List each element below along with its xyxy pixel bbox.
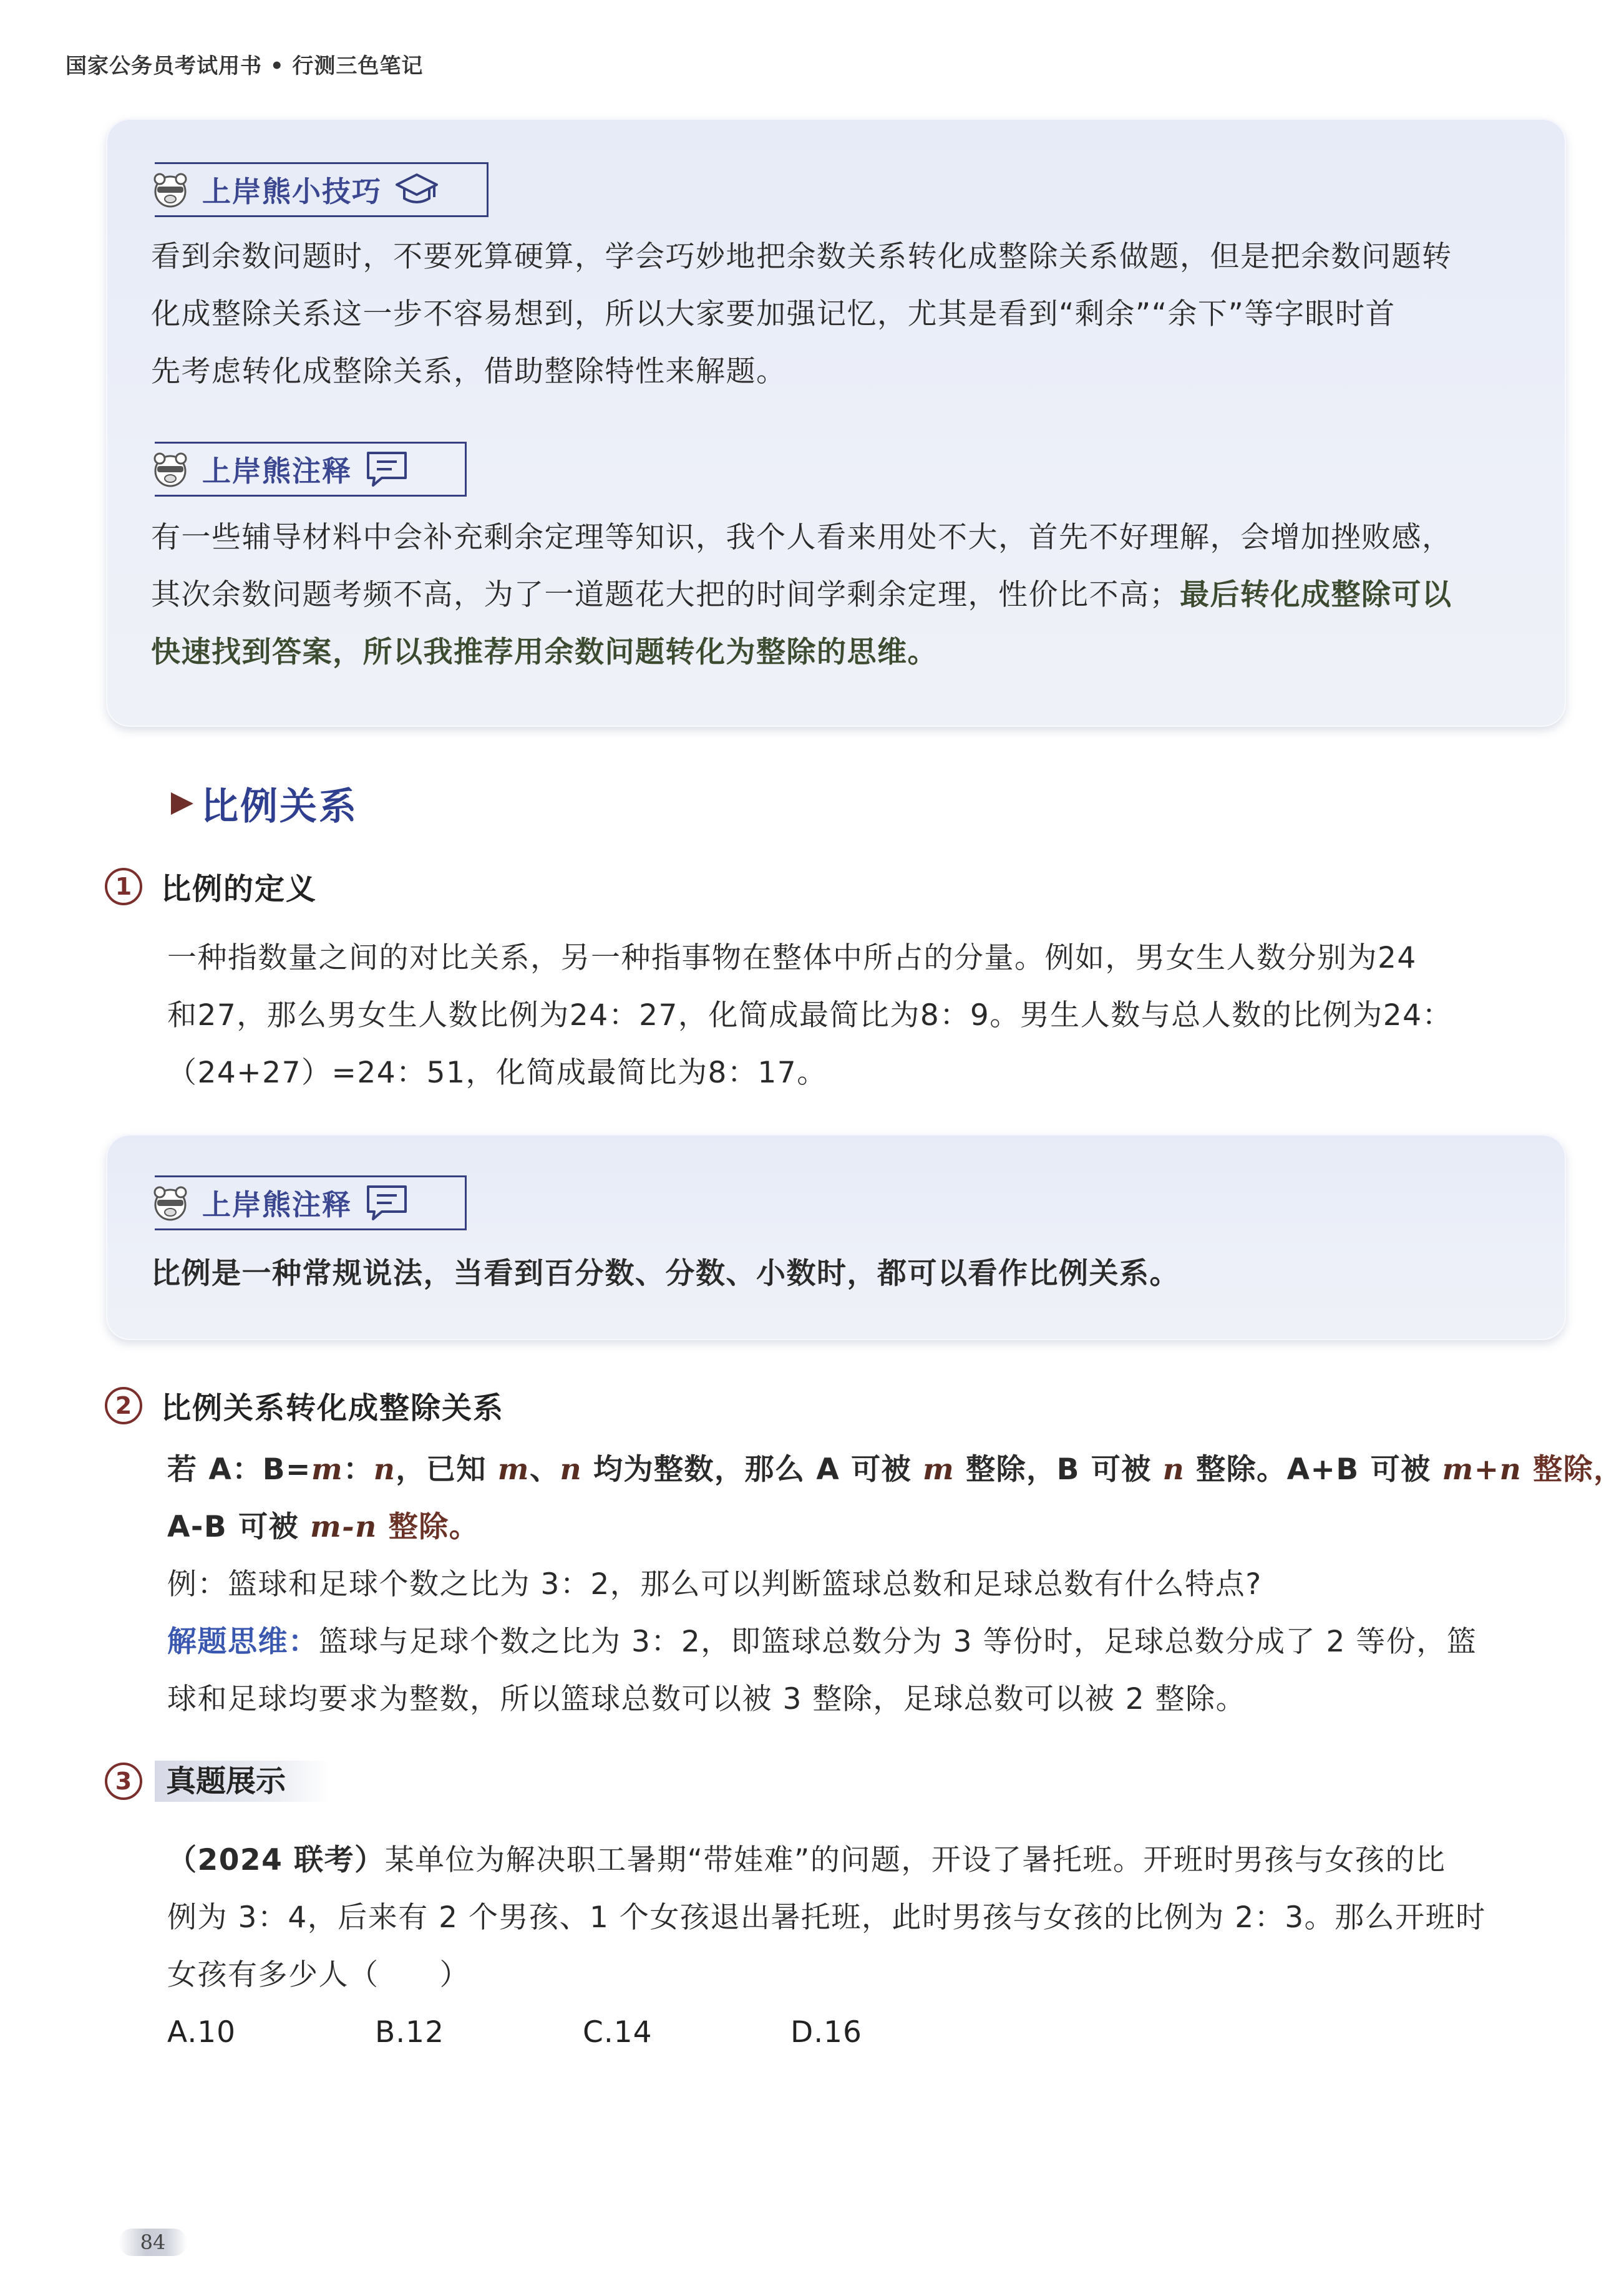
question-line: 女孩有多少人（ ） <box>167 1958 470 1992</box>
number-circle: 1 <box>105 868 142 905</box>
tip-line: 看到余数问题时，不要死算硬算，学会巧妙地把余数关系转化成整除关系做题，但是把余数问题转 <box>151 240 1452 274</box>
subsection-1-heading <box>105 865 317 908</box>
choice-c: C.14 <box>583 2015 653 2050</box>
choice-d: D.16 <box>790 2015 862 2050</box>
note-plain-text: 其次余数问题考频不高，为了一道题花大把的时间学剩余定理，性价比不高； <box>151 578 1180 612</box>
choice-a: A.10 <box>167 2015 236 2050</box>
tip-title: 上岸熊小技巧 <box>202 175 382 208</box>
tip-tag <box>155 162 489 217</box>
note-box-2 <box>106 1134 1566 1340</box>
running-head: 国家公务员考试用书 • 行测三色笔记 <box>66 54 424 79</box>
question-block <box>167 1832 1486 2004</box>
definition-line: 和27，那么男女生人数比例为24：27，化简成最简比为8：9。男生人数与总人数的比例为24： <box>167 998 1453 1033</box>
bear-icon <box>148 168 192 212</box>
definition-text <box>167 930 1452 1102</box>
tip-line: 先考虑转化成整除关系，借助整除特性来解题。 <box>151 354 787 389</box>
subsection-2-heading <box>105 1384 504 1427</box>
note-bold-line: 快速找到答案，所以我推荐用余数问题转化为整除的思维。 <box>151 635 938 669</box>
question-source: （2024 联考） <box>167 1843 385 1877</box>
note-bold-text: 最后转化成整除可以 <box>1180 578 1452 612</box>
answer-choices <box>167 2015 998 2050</box>
section-title <box>168 777 358 830</box>
rule-line: 若 A：B=m：n，已知 m、n 均为整数，那么 A 可被 m 整除，B 可被 n 整除。A+B 可被 m+n 整除， <box>167 1452 1624 1487</box>
choice-b: B.12 <box>375 2015 444 2050</box>
question-line: 例为 3：4，后来有 2 个男孩、1 个女孩退出暑托班，此时男孩与女孩的比例为 2：3。那么开班时 <box>167 1900 1486 1935</box>
bear-icon <box>148 447 192 491</box>
note-tag <box>155 1175 467 1230</box>
question-line: （2024 联考）某单位为解决职工暑期“带娃难”的问题，开设了暑托班。开班时男孩与女孩的比 <box>167 1843 1446 1877</box>
note-line <box>151 567 1452 624</box>
real-exam-ribbon: 真题展示 <box>155 1761 329 1802</box>
tip-note-box <box>106 119 1566 727</box>
solution-line: 解题思维：篮球与足球个数之比为 3：2，即篮球总数分为 3 等份时，足球总数分成了 2 等份，篮 <box>167 1625 1477 1659</box>
note-title: 上岸熊注释 <box>202 1188 352 1222</box>
speech-bubble-icon <box>364 449 409 489</box>
speech-bubble-icon <box>364 1183 409 1223</box>
graduation-cap-icon <box>394 170 439 210</box>
subsection-title: 比例的定义 <box>161 872 318 907</box>
note-line: 比例是一种常规说法，当看到百分数、分数、小数时，都可以看作比例关系。 <box>151 1257 1180 1291</box>
note-title: 上岸熊注释 <box>202 454 352 488</box>
subsection-title: 比例关系转化成整除关系 <box>161 1391 505 1426</box>
note-box-2-text <box>151 1245 1180 1303</box>
solution-lead: 解题思维： <box>167 1625 319 1659</box>
bear-icon <box>148 1181 192 1225</box>
tip-text <box>151 228 1452 401</box>
page-number: 84 <box>119 2229 187 2256</box>
section-title-text: 比例关系 <box>201 785 358 829</box>
number-circle: 2 <box>105 1387 142 1424</box>
subsection-3-heading <box>105 1761 329 1802</box>
rule-line: A-B 可被 m-n 整除。 <box>167 1510 480 1544</box>
number-circle: 3 <box>105 1763 142 1800</box>
triangle-bullet-icon <box>168 790 196 817</box>
note-text <box>151 509 1452 681</box>
tip-line: 化成整除关系这一步不容易想到，所以大家要加强记忆，尤其是看到“剩余”“余下”等字眼时首 <box>151 297 1396 331</box>
definition-line: （24+27）=24：51，化简成最简比为8：17。 <box>167 1056 827 1090</box>
solution-line: 球和足球均要求为整数，所以篮球总数可以被 3 整除，足球总数可以被 2 整除。 <box>167 1682 1247 1716</box>
definition-line: 一种指数量之间的对比关系，另一种指事物在整体中所占的分量。例如，男女生人数分别为24 <box>167 941 1417 975</box>
rule-block <box>167 1441 1624 1728</box>
note-tag <box>155 442 467 497</box>
example-line: 例：篮球和足球个数之比为 3：2，那么可以判断篮球总数和足球总数有什么特点? <box>167 1567 1262 1602</box>
note-line: 有一些辅导材料中会补充剩余定理等知识，我个人看来用处不大，首先不好理解，会增加挫败感， <box>151 520 1452 555</box>
